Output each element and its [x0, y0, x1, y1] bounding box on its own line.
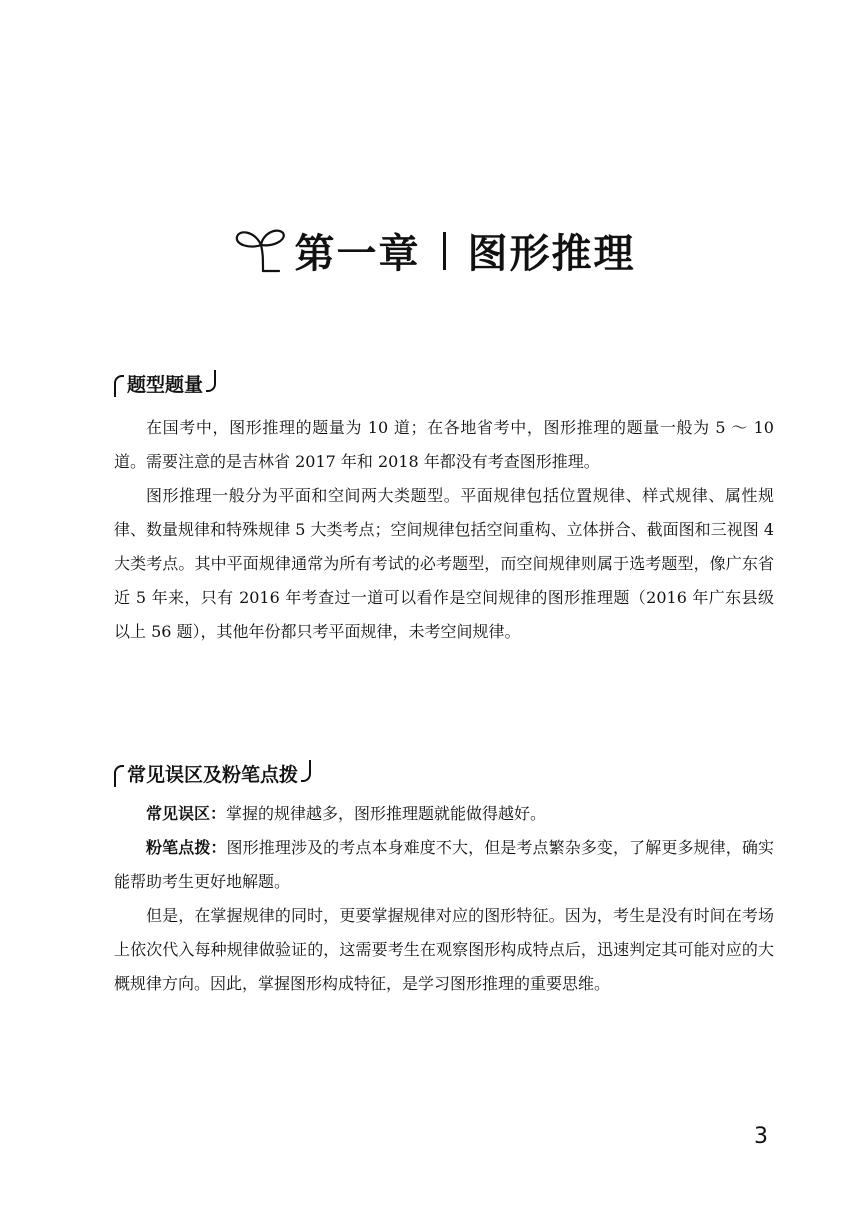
bracket-left-icon: [114, 375, 124, 397]
section-heading-question-types: [114, 370, 216, 397]
paragraph: 在国考中，图形推理的题量为 10 道；在各地省考中，图形推理的题量一般为 5 ～ 10 道。需要注意的是吉林省 2017 年和 2018 年都没有考查图形推理。: [114, 418, 774, 471]
chapter-heading-text: [295, 222, 636, 279]
chapter-name: 图形推理: [467, 231, 636, 277]
tip-text: 图形推理涉及的考点本身难度不大，但是考点繁杂多变，了解更多规律，确实能帮助考生更好地解题。: [114, 838, 774, 891]
misconception-text: 掌握的规律越多，图形推理题就能做得越好。: [226, 804, 547, 823]
page-number: 3: [754, 1124, 768, 1149]
bracket-left-icon: [114, 765, 124, 787]
chapter-number: 第一章: [294, 231, 421, 277]
paragraph: 图形推理一般分为平面和空间两大类题型。平面规律包括位置规律、样式规律、属性规律、数量规律和特殊规律 5 大类考点；空间规律包括空间重构、立体拼合、截面图和三视图 4 大类考点。其中平面规律通常为所有考试的必考题型，而空间规律则属于选考题型，像广东省近 5 年来，只有 2016 年考查过一道可以看作是空间规律的图形推理题（2016 年广东县级以上 56 题），其他年份都只考平面规律，未考空间规律。: [114, 486, 774, 641]
tip-paragraph: [114, 831, 774, 899]
misconception-paragraph: [114, 797, 774, 831]
misconception-label: 常见误区：: [146, 804, 227, 823]
paragraph: 但是，在掌握规律的同时，更要掌握规律对应的图形特征。因为，考生是没有时间在考场上依次代入每种规律做验证的，这需要考生在观察图形构成特点后，迅速判定其可能对应的大概规律方向。因此，掌握图形构成特征，是学习图形推理的重要思维。: [114, 906, 774, 993]
bracket-right-icon: [301, 760, 311, 782]
bracket-right-icon: [206, 370, 216, 392]
chapter-separator: [443, 232, 446, 270]
section-heading-text: 题型题量: [127, 374, 204, 396]
tip-label: 粉笔点拨：: [146, 838, 227, 857]
sprout-icon: [233, 223, 289, 275]
chapter-title: [0, 222, 868, 279]
section-heading-misconceptions: [114, 760, 311, 787]
section-heading-text: 常见误区及粉笔点拨: [127, 764, 299, 786]
